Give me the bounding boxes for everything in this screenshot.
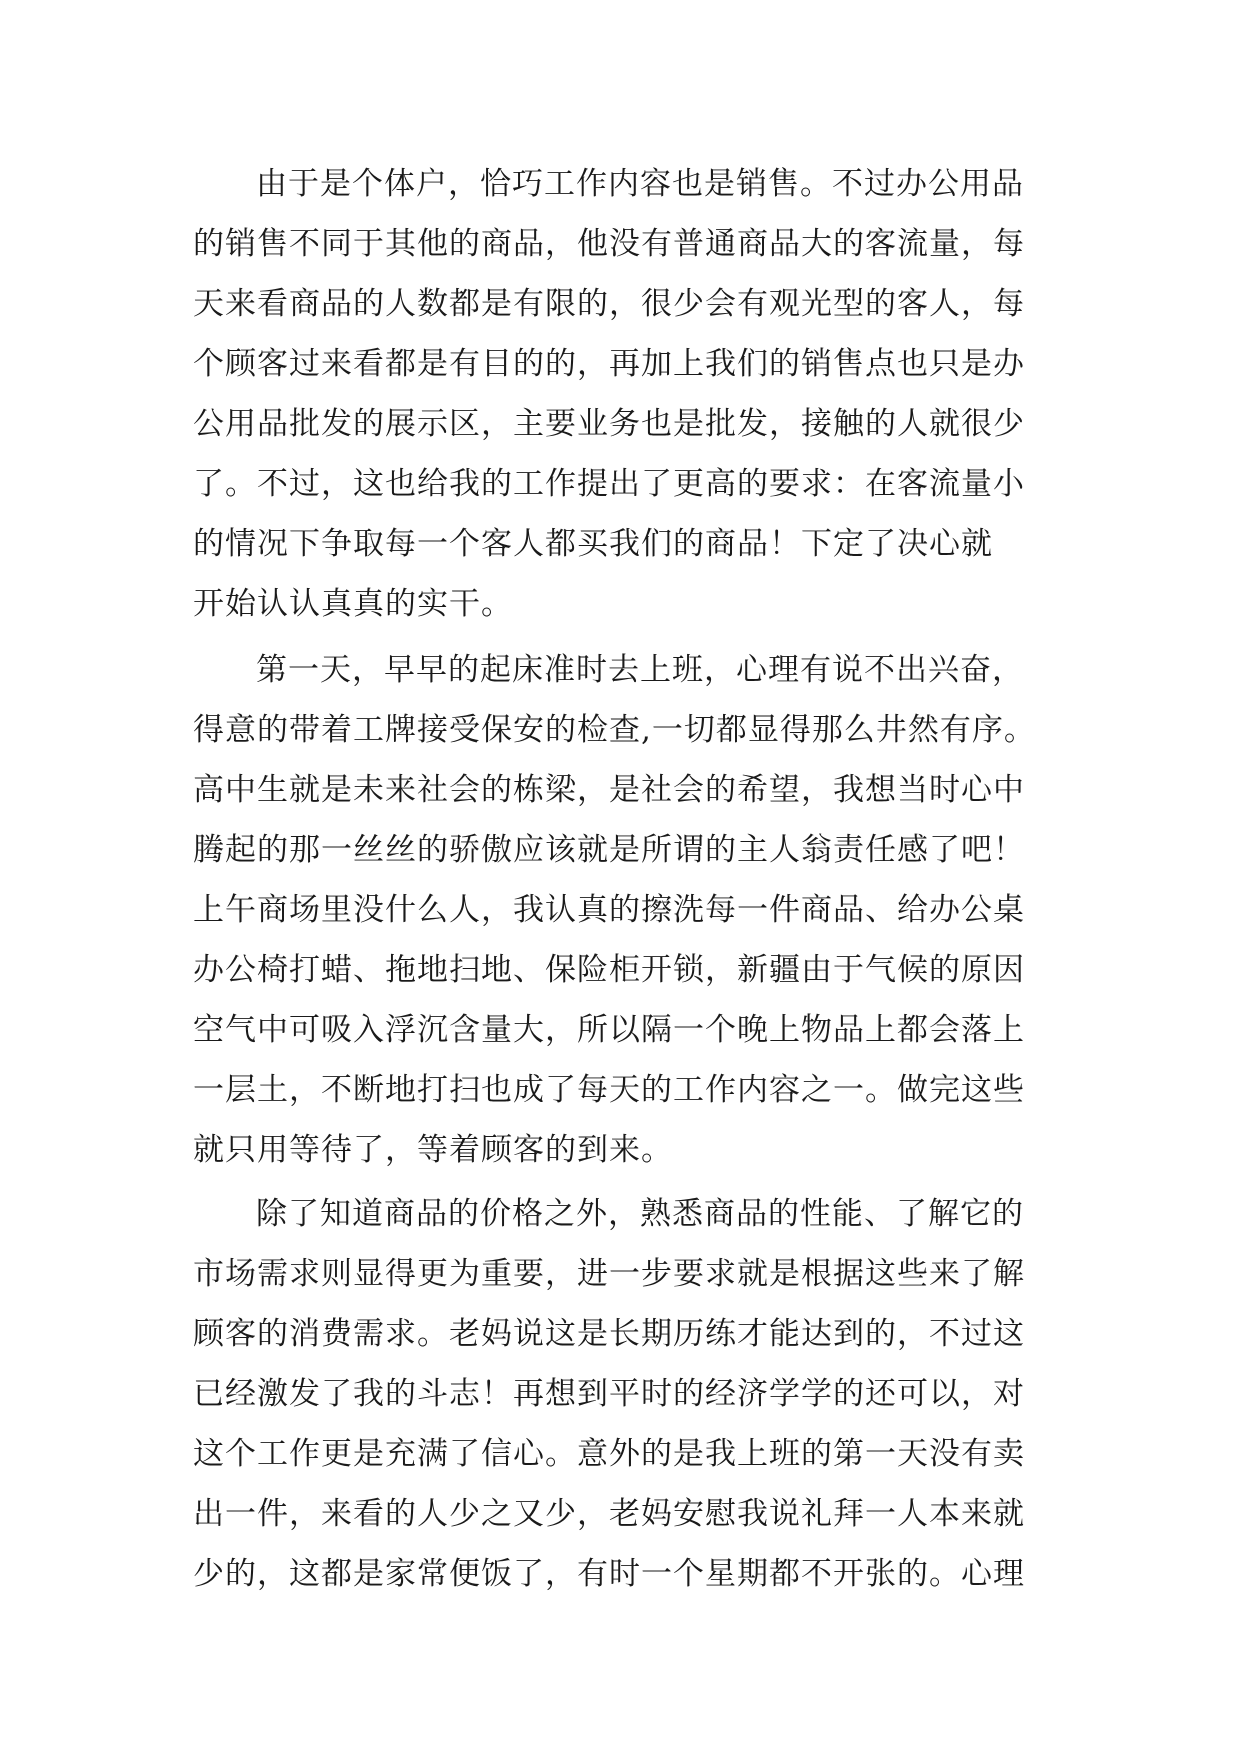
text-line: 了。不过，这也给我的工作提出了更高的要求：在客流量小	[193, 466, 1025, 502]
text-line: 第一天，早早的起床准时去上班，心理有说不出兴奋，	[256, 652, 1024, 688]
text-line: 公用品批发的展示区，主要业务也是批发，接触的人就很少	[193, 406, 1025, 442]
text-line: 的销售不同于其他的商品，他没有普通商品大的客流量，每	[193, 226, 1025, 262]
text-line: 开始认认真真的实干。	[193, 586, 513, 622]
text-line: 个顾客过来看都是有目的的，再加上我们的销售点也只是办	[193, 346, 1025, 382]
text-line: 得意的带着工牌接受保安的检查,一切都显得那么井然有序。	[193, 712, 1036, 748]
text-line: 办公椅打蜡、拖地扫地、保险柜开锁，新疆由于气候的原因	[193, 952, 1025, 988]
text-line: 已经激发了我的斗志！再想到平时的经济学学的还可以，对	[193, 1376, 1025, 1412]
text-line: 空气中可吸入浮沉含量大，所以隔一个晚上物品上都会落上	[193, 1012, 1025, 1048]
text-line: 出一件，来看的人少之又少，老妈安慰我说礼拜一人本来就	[193, 1496, 1025, 1532]
text-line: 就只用等待了，等着顾客的到来。	[193, 1132, 673, 1168]
text-line: 除了知道商品的价格之外，熟悉商品的性能、了解它的	[256, 1196, 1024, 1232]
text-line: 市场需求则显得更为重要，进一步要求就是根据这些来了解	[193, 1256, 1025, 1292]
text-line: 上午商场里没什么人，我认真的擦洗每一件商品、给办公桌	[193, 892, 1025, 928]
text-line: 这个工作更是充满了信心。意外的是我上班的第一天没有卖	[193, 1436, 1025, 1472]
text-line: 一层土，不断地打扫也成了每天的工作内容之一。做完这些	[193, 1072, 1025, 1108]
text-line: 腾起的那一丝丝的骄傲应该就是所谓的主人翁责任感了吧！	[193, 832, 1025, 868]
text-line: 的情况下争取每一个客人都买我们的商品！下定了决心就	[193, 526, 993, 562]
text-line: 天来看商品的人数都是有限的，很少会有观光型的客人，每	[193, 286, 1025, 322]
text-line: 顾客的消费需求。老妈说这是长期历练才能达到的，不过这	[193, 1316, 1025, 1352]
text-line: 少的，这都是家常便饭了，有时一个星期都不开张的。心理	[193, 1556, 1025, 1592]
text-line: 高中生就是未来社会的栋梁，是社会的希望，我想当时心中	[193, 772, 1025, 808]
text-line: 由于是个体户，恰巧工作内容也是销售。不过办公用品	[256, 166, 1024, 202]
